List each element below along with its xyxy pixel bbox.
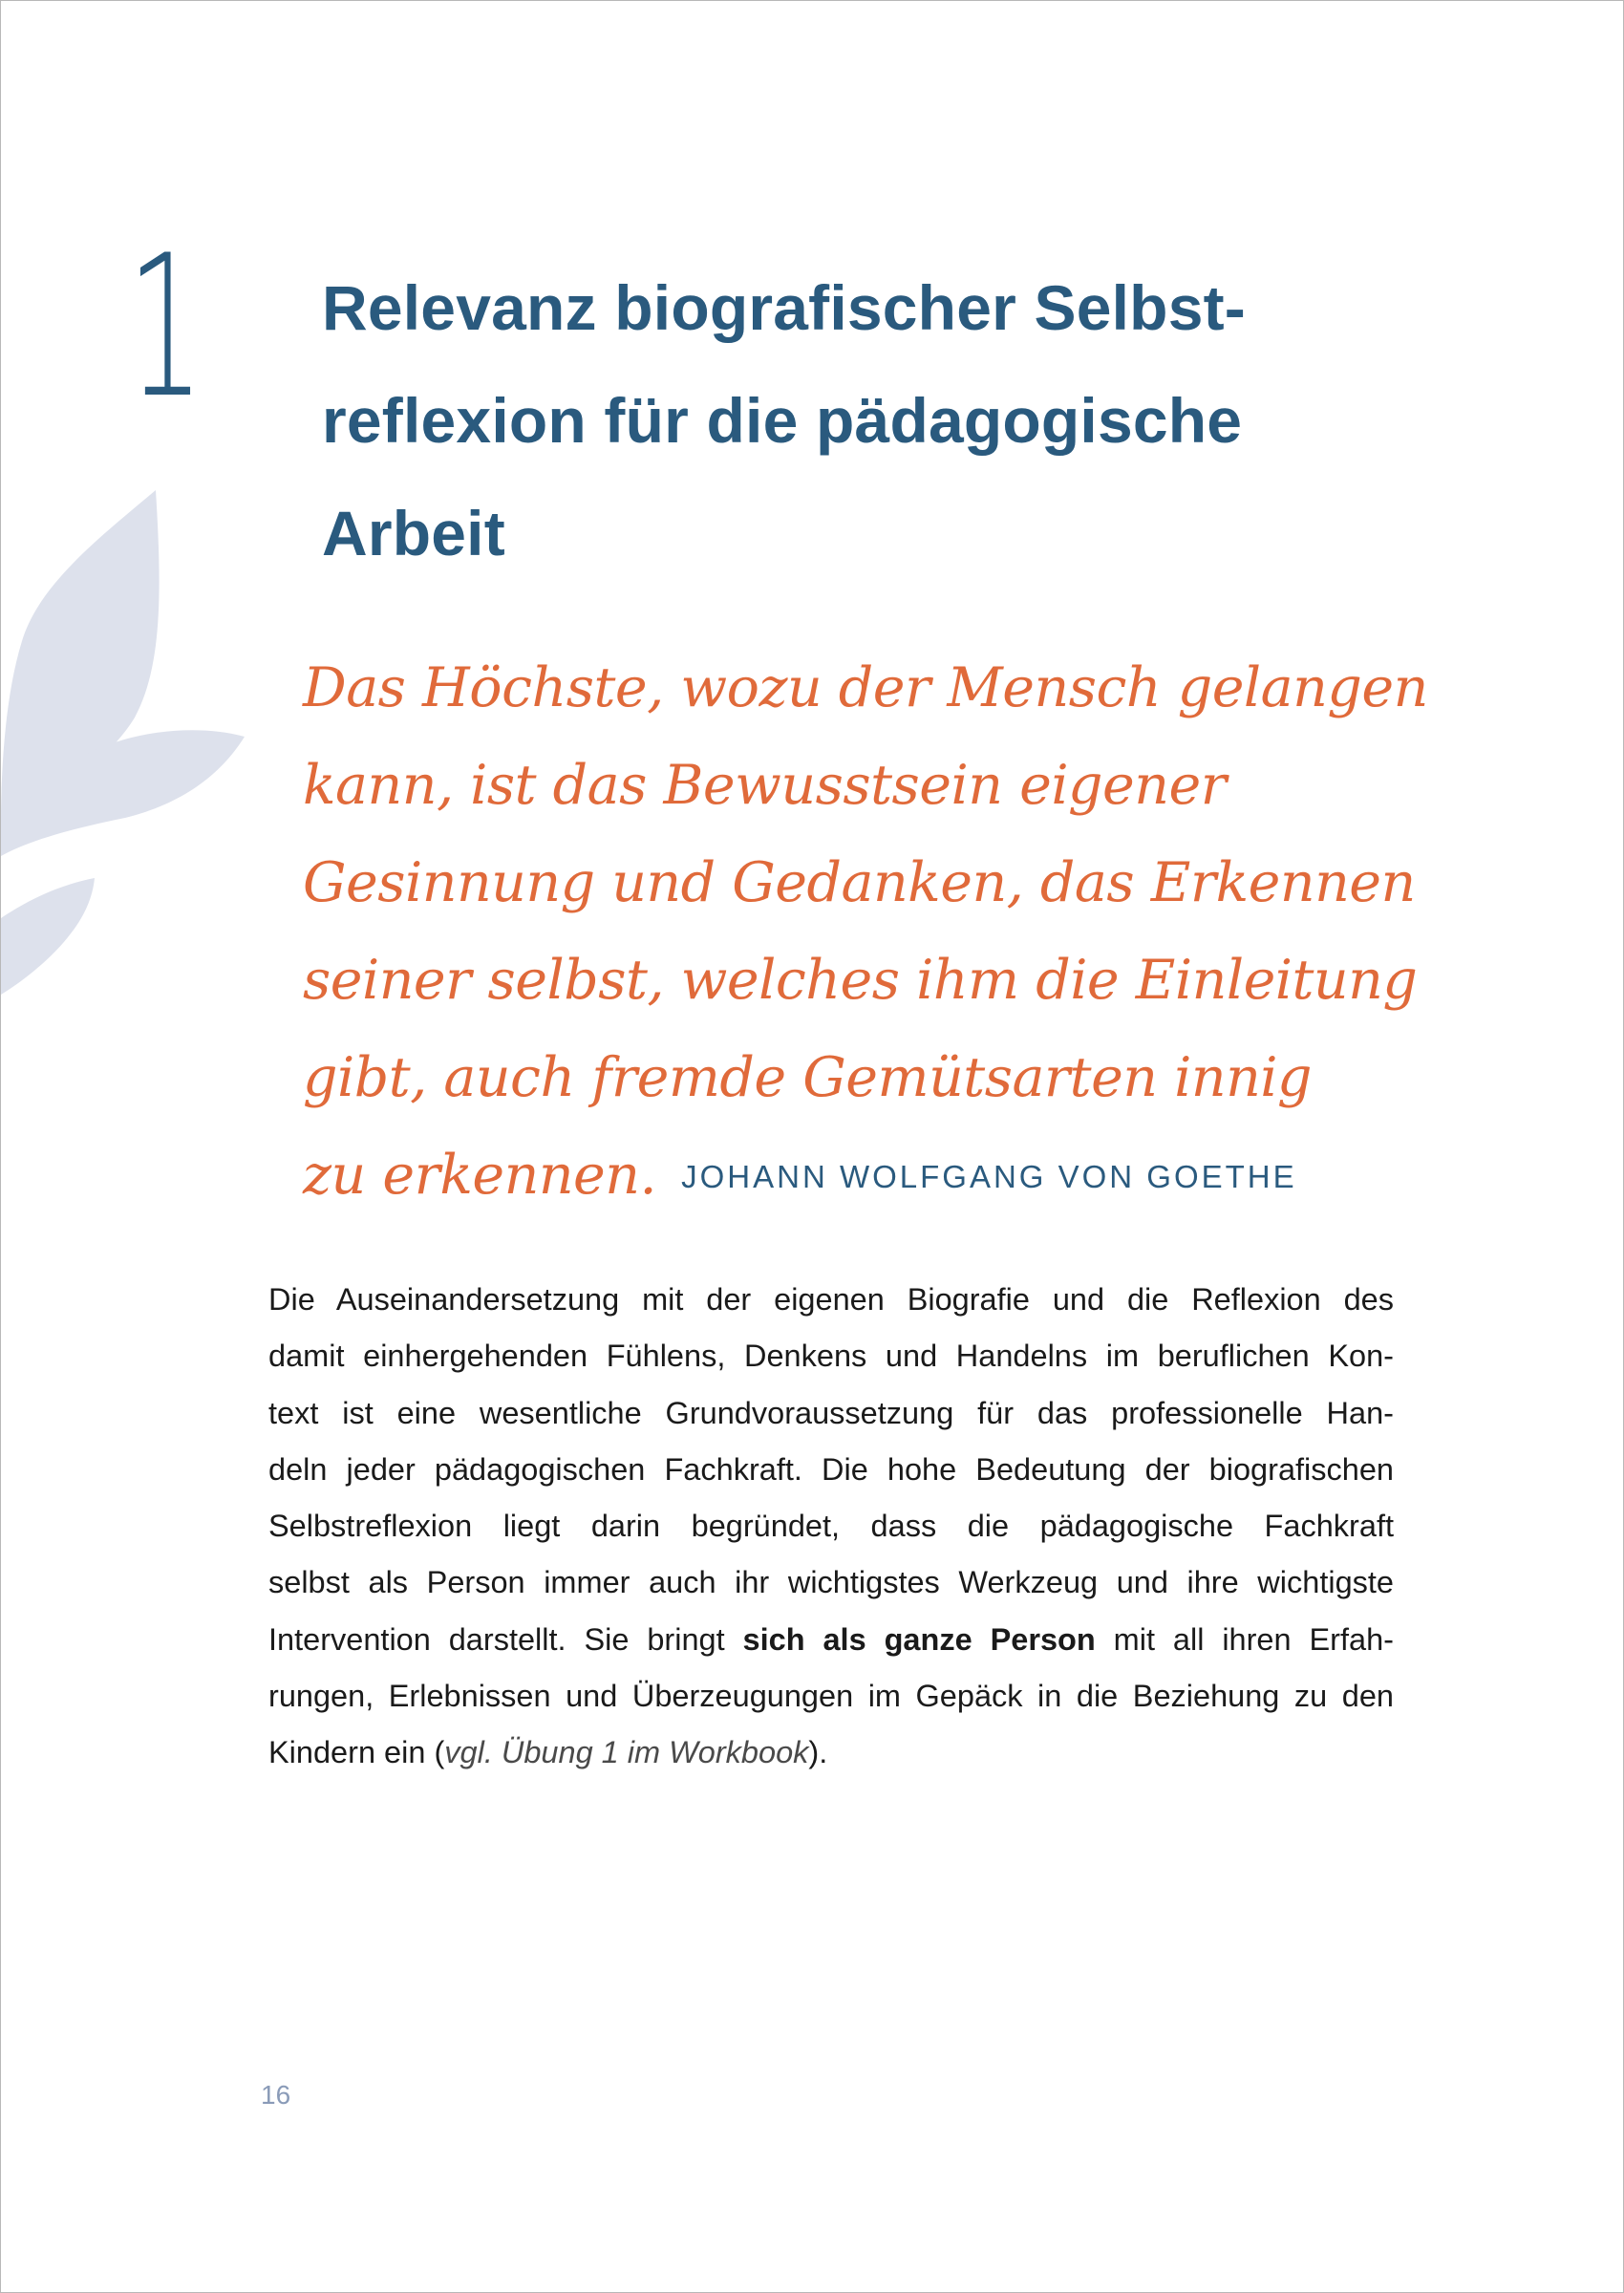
- text-segment: Intervention darstellt. Sie bringt: [268, 1621, 743, 1657]
- paragraph-line: rungen, Erlebnissen und Überzeugungen im Gepäck in die Beziehung zu den: [268, 1679, 1394, 1714]
- text-segment: ).: [808, 1735, 828, 1770]
- paragraph-line: [268, 1725, 1394, 1781]
- workbook-reference: vgl. Übung 1 im Workbook: [444, 1735, 809, 1770]
- chapter-number: 1: [127, 214, 204, 441]
- quote-line: Das Höchste, wozu der Mensch gelangen: [303, 656, 1428, 719]
- chapter-title-line: reflexion für die pädagogische: [322, 385, 1243, 456]
- quote-line: gibt, auch fremde Gemütsarten innig: [303, 1046, 1313, 1109]
- quote-line: seiner selbst, welches ihm die Einleitung: [303, 949, 1418, 1012]
- text-segment: Kindern ein (: [268, 1735, 445, 1770]
- text-segment: mit all ihren Erfah-: [1095, 1621, 1394, 1657]
- leaf-decoration-icon: [1, 479, 259, 1014]
- emphasis-text: sich als ganze Person: [742, 1621, 1096, 1657]
- paragraph-line: Selbstreflexion liegt darin begründet, dass die pädagogische Fachkraft: [268, 1509, 1394, 1544]
- paragraph-line: damit einhergehenden Fühlens, Denkens und Handelns im beruflichen Kon-: [268, 1339, 1394, 1374]
- chapter-title-line: Arbeit: [322, 498, 505, 568]
- paragraph-line: Die Auseinandersetzung mit der eigenen Biografie und die Reflexion des: [268, 1282, 1394, 1317]
- quote-line: Gesinnung und Gedanken, das Erkennen: [303, 851, 1416, 914]
- paragraph-line: deln jeder pädagogischen Fachkraft. Die hohe Bedeutung der biografischen: [268, 1451, 1394, 1487]
- paragraph-line: selbst als Person immer auch ihr wichtigstes Werkzeug und ihre wichtigste: [268, 1565, 1394, 1600]
- quote-author: JOHANN WOLFGANG VON GOETHE: [681, 1159, 1297, 1194]
- paragraph-line: text ist eine wesentliche Grundvoraussetzung für das professionelle Han-: [268, 1395, 1394, 1430]
- chapter-title: [322, 251, 1296, 589]
- page-number: 16: [261, 2080, 291, 2110]
- quote-line: zu erkennen.: [303, 1144, 657, 1207]
- paragraph-line: [268, 1612, 1394, 1668]
- chapter-title-line: Relevanz biografischer Selbst-: [322, 272, 1246, 343]
- quote-last-line: [303, 1126, 1401, 1226]
- epigraph-quote: [303, 639, 1428, 1226]
- quote-line: kann, ist das Bewusstsein eigener: [303, 754, 1227, 817]
- body-paragraph: [268, 1272, 1394, 1782]
